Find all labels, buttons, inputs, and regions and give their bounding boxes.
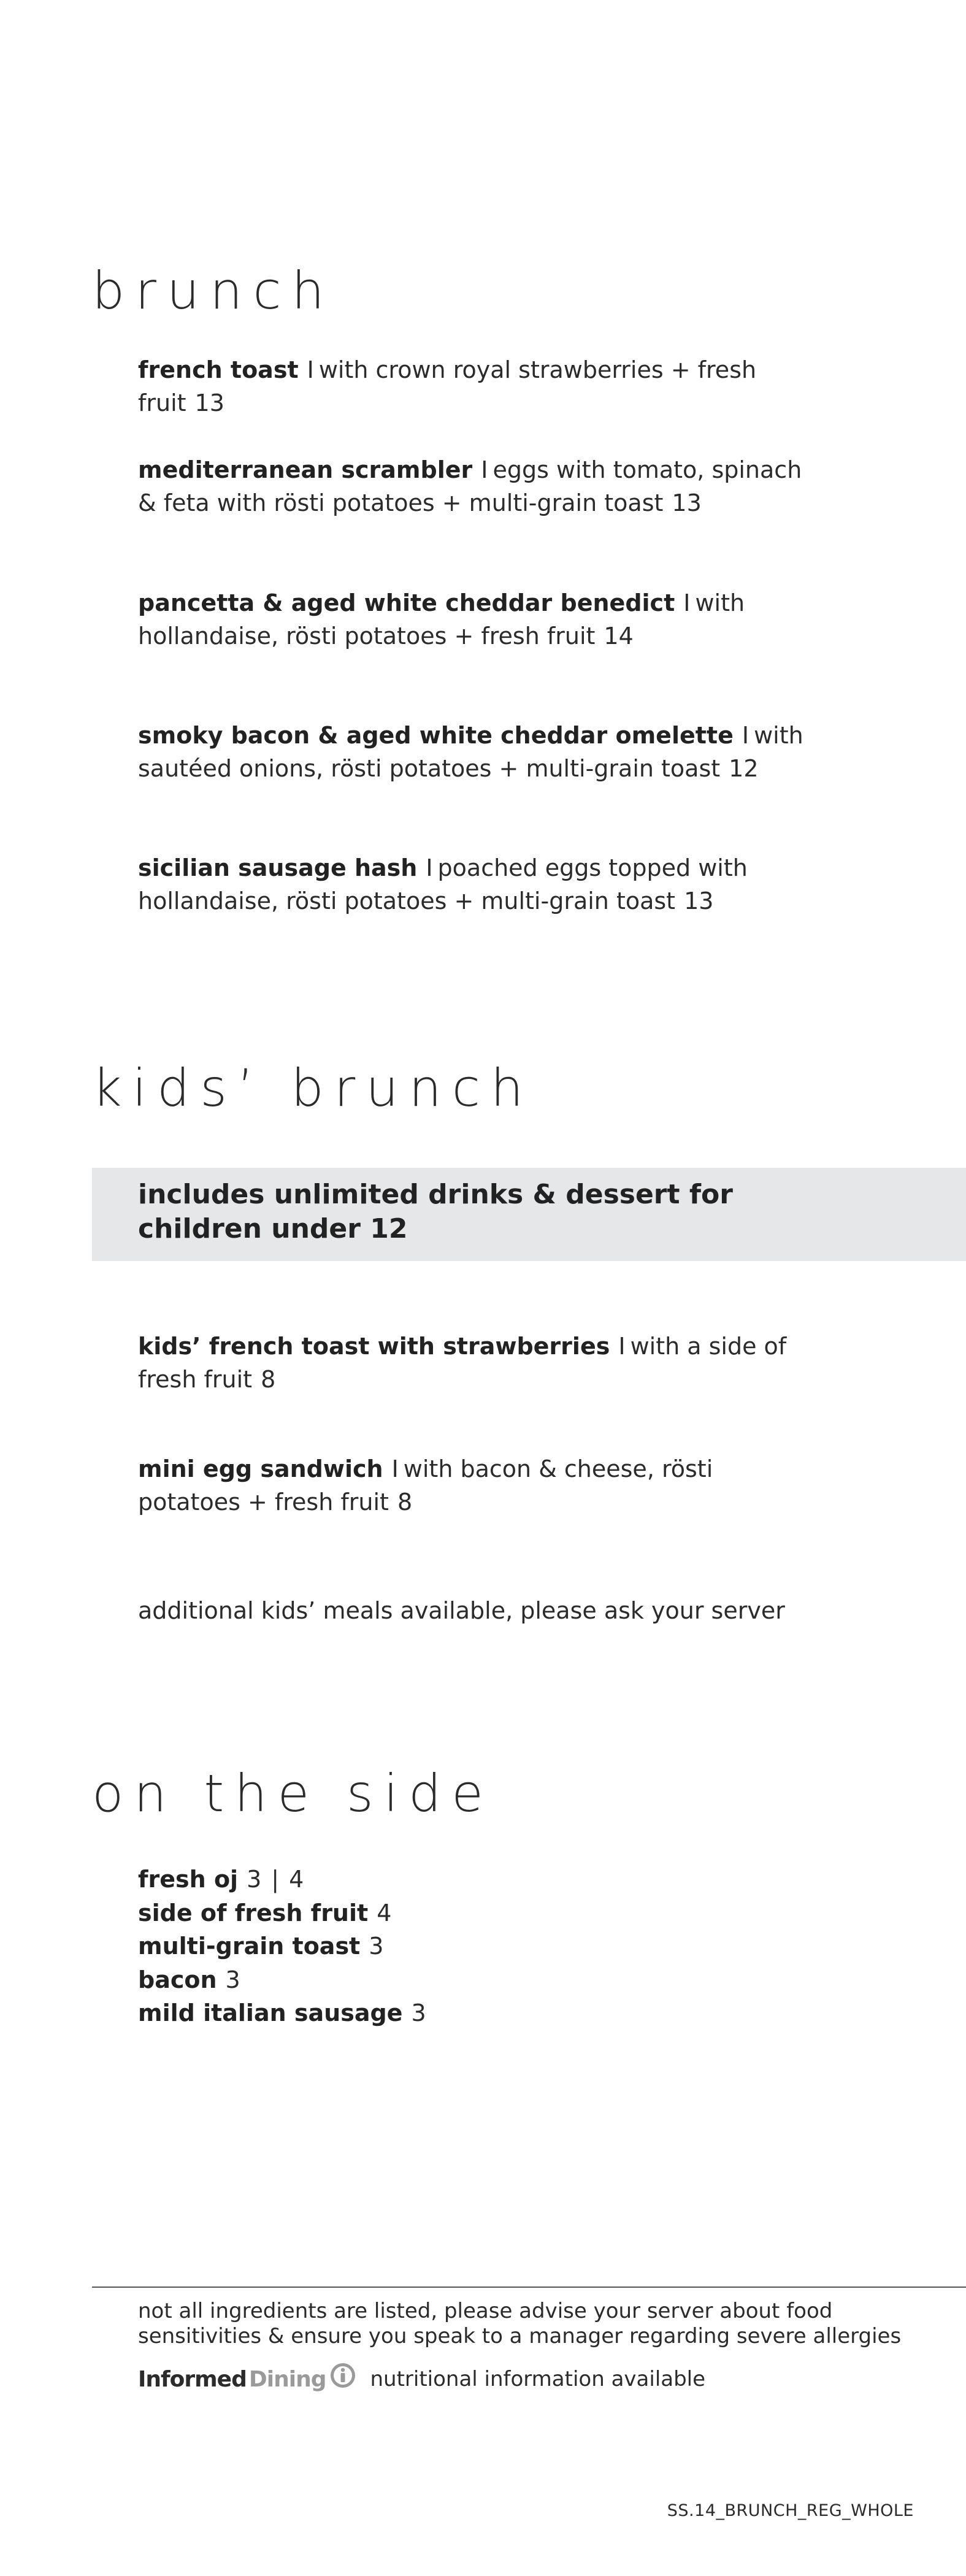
item-name: side of fresh fruit bbox=[138, 1899, 369, 1926]
item-price: 12 bbox=[729, 755, 759, 782]
info-icon bbox=[329, 2362, 356, 2389]
item-name: smoky bacon & aged white cheddar omelette bbox=[138, 722, 734, 749]
logo-informed-text: Informed bbox=[138, 2366, 247, 2392]
item-name: fresh oj bbox=[138, 1866, 239, 1893]
item-name: pancetta & aged white cheddar benedict bbox=[138, 589, 675, 616]
item-separator: I bbox=[481, 456, 488, 483]
menu-item-benedict bbox=[138, 586, 807, 653]
item-price: 13 bbox=[194, 389, 224, 416]
kids-banner-text: includes unlimited drinks & dessert for children under 12 bbox=[138, 1179, 733, 1244]
kids-banner bbox=[92, 1168, 966, 1261]
item-name: mediterranean scrambler bbox=[138, 456, 473, 483]
item-description: with crown royal strawberries + fresh fruit bbox=[138, 356, 757, 416]
item-name: mini egg sandwich bbox=[138, 1455, 383, 1482]
nutrition-info-text: nutritional information available bbox=[370, 2367, 706, 2391]
item-description: with bacon & cheese, rösti potatoes + fresh fruit bbox=[138, 1455, 713, 1516]
item-name: kids’ french toast with strawberries bbox=[138, 1333, 610, 1360]
item-price: 14 bbox=[604, 623, 634, 650]
item-price: 13 bbox=[684, 887, 714, 914]
footer-divider bbox=[92, 2287, 966, 2288]
item-price: 3 bbox=[247, 1866, 262, 1893]
item-price: 8 bbox=[397, 1489, 413, 1516]
item-name: french toast bbox=[138, 356, 299, 383]
item-name: mild italian sausage bbox=[138, 1999, 403, 2026]
item-price: 8 bbox=[261, 1366, 276, 1393]
item-description: with hollandaise, rösti potatoes + fresh fruit bbox=[138, 589, 745, 650]
item-description: with a side of fresh fruit bbox=[138, 1333, 787, 1393]
item-name: bacon bbox=[138, 1966, 217, 1993]
item-separator: I bbox=[683, 589, 691, 616]
brunch-title: brunch bbox=[92, 261, 335, 321]
item-price: 13 bbox=[672, 489, 702, 516]
informed-dining-row bbox=[138, 2362, 705, 2396]
item-description: poached eggs topped with hollandaise, rösti potatoes + multi-grain toast bbox=[138, 854, 748, 914]
item-price: 3 bbox=[411, 1999, 426, 2026]
item-separator: I bbox=[307, 356, 314, 383]
item-price: 3 bbox=[225, 1966, 240, 1993]
side-item-fresh-fruit bbox=[138, 1896, 426, 1930]
kids-note: additional kids’ meals available, please ask your server bbox=[138, 1597, 785, 1624]
item-price-alt: 4 bbox=[289, 1866, 304, 1893]
side-item-multi-grain-toast bbox=[138, 1930, 426, 1963]
price-divider: | bbox=[271, 1866, 280, 1893]
item-name: multi-grain toast bbox=[138, 1933, 361, 1960]
side-item-bacon bbox=[138, 1963, 426, 1997]
menu-item-french-toast bbox=[138, 353, 807, 420]
item-separator: I bbox=[426, 854, 433, 881]
logo-dining-text: Dining bbox=[248, 2366, 326, 2392]
menu-item-omelette bbox=[138, 719, 807, 785]
on-the-side-title: on the side bbox=[92, 1763, 494, 1823]
item-separator: I bbox=[391, 1455, 399, 1482]
side-item-italian-sausage bbox=[138, 1996, 426, 2030]
item-price: 3 bbox=[369, 1933, 384, 1960]
item-name: sicilian sausage hash bbox=[138, 854, 418, 881]
allergy-disclaimer: not all ingredients are listed, please advise your server about food sensitivities & ensure you speak to a manager regarding severe allergies bbox=[138, 2299, 902, 2348]
menu-item-mediterranean-scrambler bbox=[138, 453, 807, 519]
menu-code: SS.14_BRUNCH_REG_WHOLE bbox=[667, 2501, 914, 2520]
item-separator: I bbox=[618, 1333, 626, 1360]
menu-item-sausage-hash bbox=[138, 851, 807, 918]
item-description: eggs with tomato, spinach & feta with rösti potatoes + multi-grain toast bbox=[138, 456, 802, 516]
kids-brunch-title: kids’ brunch bbox=[92, 1058, 534, 1118]
item-description: with sautéed onions, rösti potatoes + multi-grain toast bbox=[138, 722, 803, 782]
item-separator: I bbox=[742, 722, 749, 749]
item-price: 4 bbox=[377, 1899, 392, 1926]
menu-item-mini-egg-sandwich bbox=[138, 1452, 807, 1519]
side-list bbox=[138, 1863, 426, 2030]
menu-item-kids-french-toast bbox=[138, 1330, 807, 1396]
side-item-fresh-oj bbox=[138, 1863, 426, 1896]
